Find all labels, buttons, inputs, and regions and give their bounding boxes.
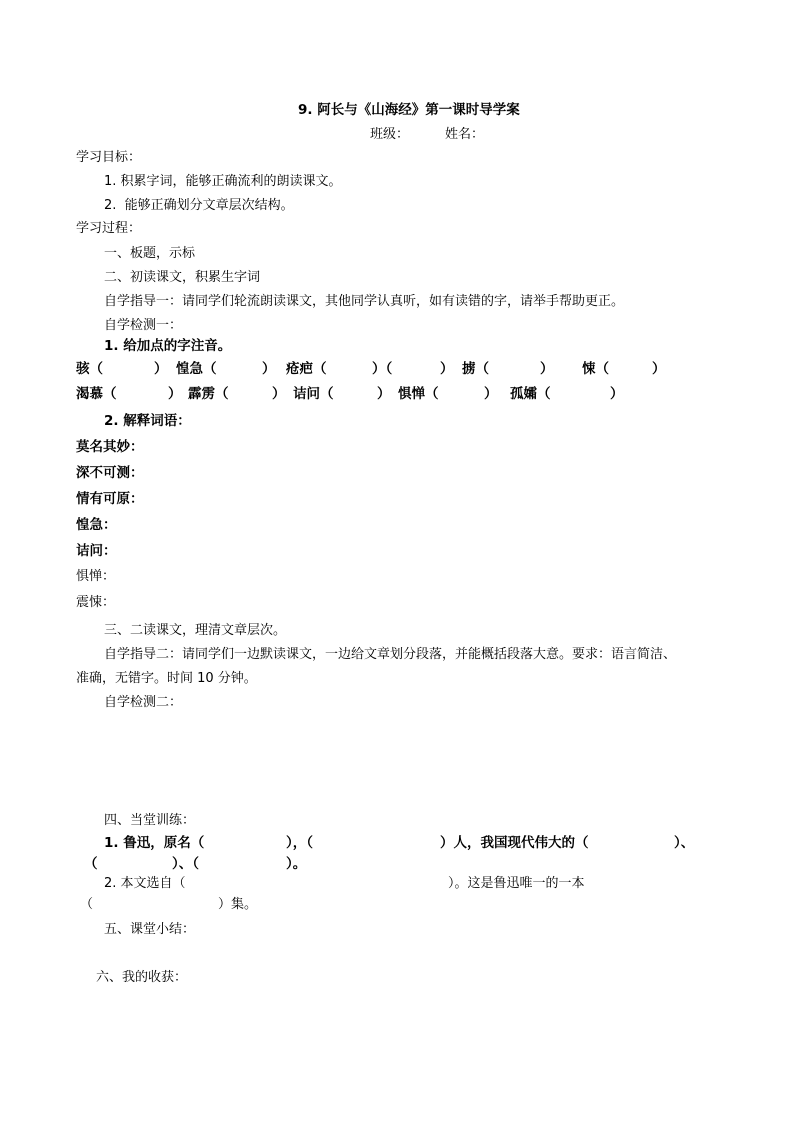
practice-text: ），（	[286, 835, 313, 851]
check-1: 自学检测一：	[104, 318, 183, 333]
pinyin-item: 诘问（	[293, 386, 334, 402]
goal-2: 2. 能够正确划分文章层次结构。	[104, 198, 294, 213]
pinyin-bracket: ）	[652, 361, 666, 377]
check-2: 自学检测二：	[104, 695, 183, 710]
question-1: 1. 给加点的字注音。	[104, 338, 232, 354]
practice-text: ）集。	[218, 897, 258, 912]
guide-1: 自学指导一：请同学们轮流朗读课文，其他同学认真听，如有读错的字，请举手帮助更正。	[104, 294, 625, 309]
goal-1: 1. 积累字词，能够正确流利的朗读课文。	[104, 174, 342, 189]
pinyin-bracket: ）	[168, 386, 182, 402]
term-item: 惧惮：	[76, 569, 116, 584]
guide-2-line-2: 准确，无错字。时间 10 分钟。	[76, 671, 257, 686]
pinyin-item: 渴慕（	[76, 386, 117, 402]
pinyin-bracket: ）	[484, 386, 498, 402]
step-4: 四、当堂训练：	[104, 813, 196, 828]
pinyin-item: 掳（	[462, 361, 489, 377]
step-3: 三、二读课文，理清文章层次。	[104, 623, 287, 638]
pinyin-item: 霹雳（	[188, 386, 229, 402]
pinyin-item: 惧惮（	[398, 386, 439, 402]
term-item: 莫名其妙：	[76, 439, 144, 455]
pinyin-bracket: ）	[154, 361, 168, 377]
step-5: 五、课堂小结：	[104, 922, 196, 937]
practice-text: ）、	[674, 835, 695, 851]
term-item: 诘问：	[76, 543, 117, 559]
guide-2-line-1: 自学指导二：请同学们一边默读课文，一边给文章划分段落，并能概括段落大意。要求：语言简洁、	[104, 647, 677, 662]
process-heading: 学习过程：	[76, 221, 142, 236]
practice-text: （	[84, 856, 98, 872]
step-6: 六、我的收获：	[96, 970, 188, 985]
term-item: 惶急：	[76, 517, 117, 533]
practice-text: （	[80, 897, 94, 912]
name-label: 姓名：	[445, 127, 485, 142]
pinyin-bracket: ）	[377, 386, 391, 402]
goals-heading: 学习目标：	[76, 150, 142, 165]
question-2: 2. 解释词语：	[104, 413, 191, 429]
pinyin-item: 悚（	[582, 361, 609, 377]
pinyin-bracket: ）	[610, 386, 624, 402]
term-item: 深不可测：	[76, 465, 144, 481]
practice-text: ）、（	[172, 856, 199, 872]
practice-text: 2. 本文选自（	[104, 876, 186, 891]
class-label: 班级：	[370, 127, 410, 142]
doc-title: 9. 阿长与《山海经》第一课时导学案	[298, 102, 520, 118]
pinyin-bracket: ）	[262, 361, 276, 377]
practice-text: ）。这是鲁迅唯一的一本	[448, 876, 585, 891]
pinyin-item: 孤孀（	[510, 386, 551, 402]
pinyin-item: 疮疤（	[286, 361, 327, 377]
practice-text: 1. 鲁迅，原名（	[104, 835, 205, 851]
term-item: 震悚：	[76, 595, 116, 610]
pinyin-bracket: ）	[272, 386, 286, 402]
step-1: 一、板题，示标	[104, 246, 196, 261]
pinyin-bracket: ）	[540, 361, 554, 377]
term-item: 情有可原：	[76, 491, 144, 507]
practice-text: ）人，我国现代伟大的（	[440, 835, 589, 851]
step-2: 二、初读课文，积累生字词	[104, 270, 261, 285]
pinyin-bracket: ）（	[372, 361, 393, 377]
pinyin-item: 惶急（	[176, 361, 217, 377]
practice-text: ）。	[286, 856, 307, 872]
pinyin-bracket: ）	[440, 361, 454, 377]
pinyin-item: 骇（	[76, 361, 103, 377]
